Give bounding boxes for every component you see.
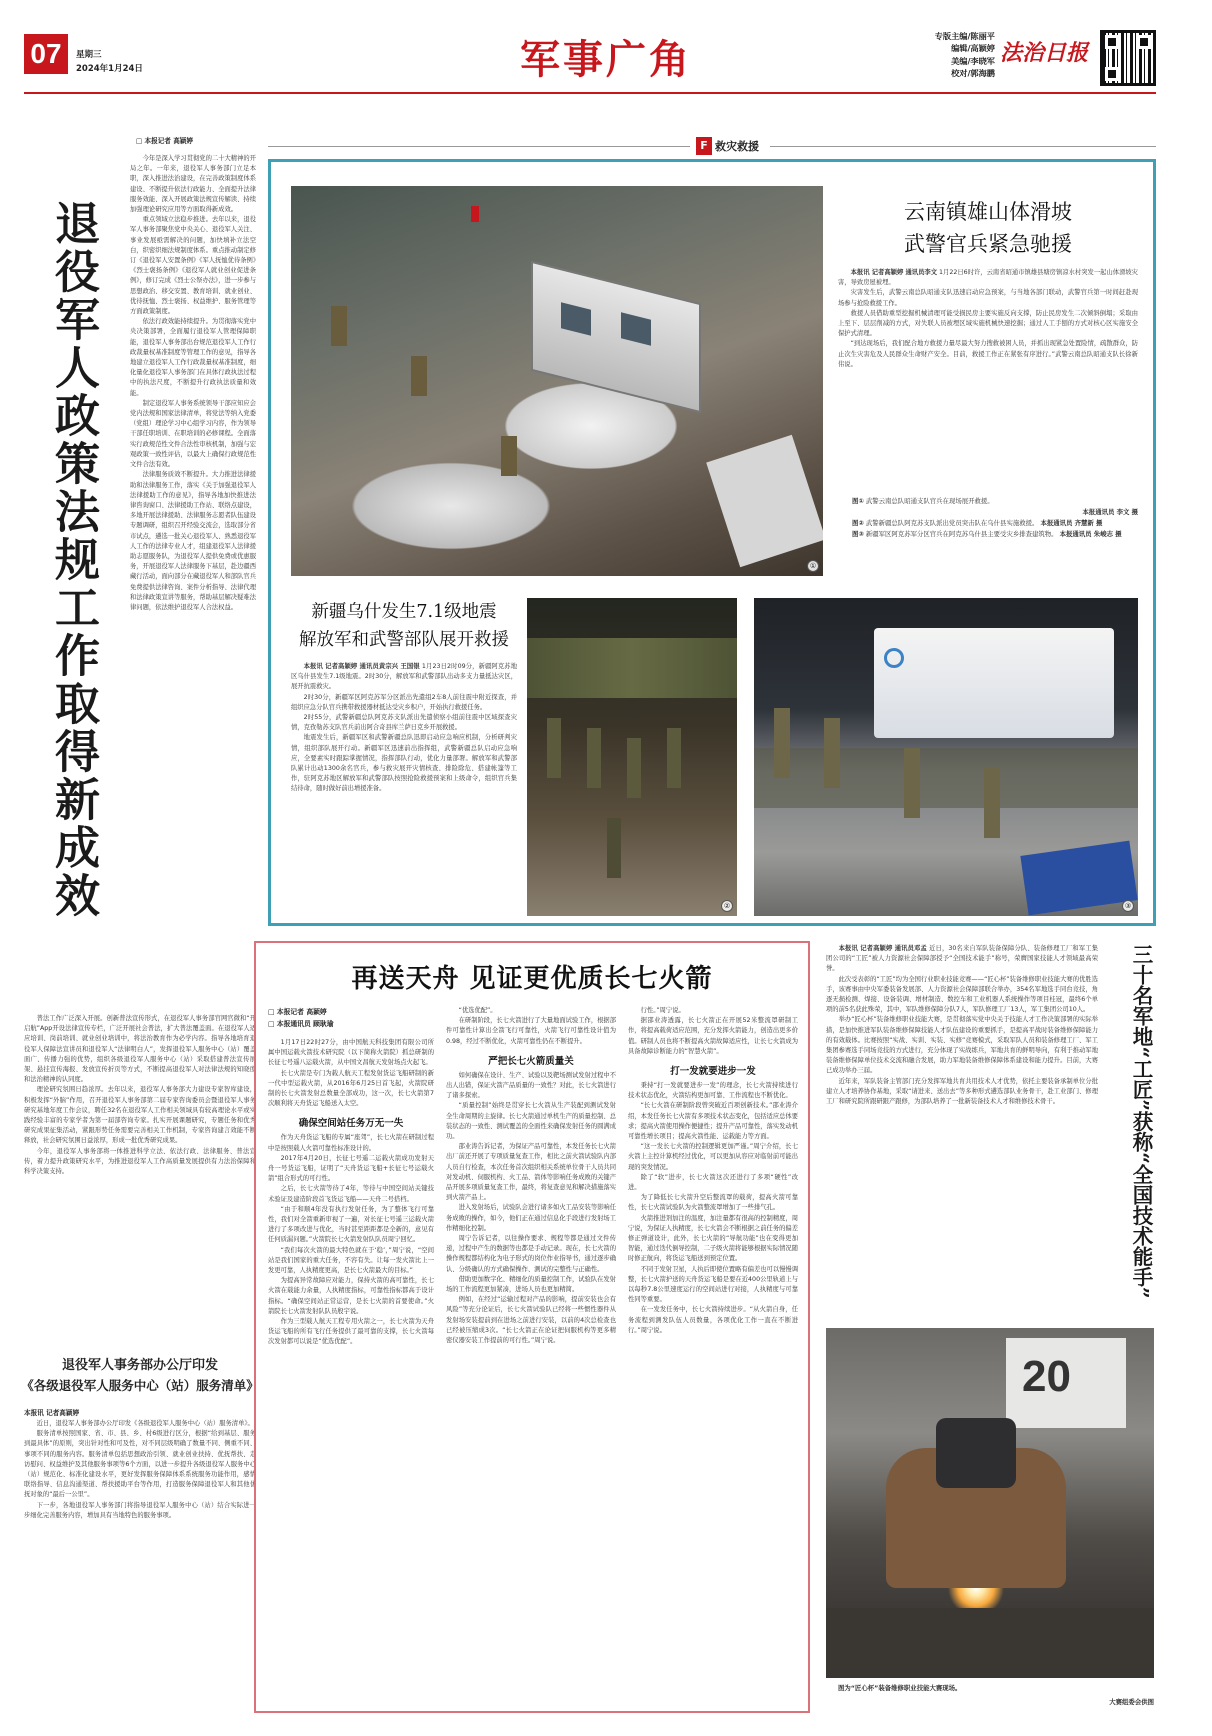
editor-credit: 专版主编/陈丽平 <box>934 31 995 41</box>
rescue-vehicle-photo <box>754 598 1138 916</box>
rocket-subheading-1: 确保空间站任务万无一失 <box>298 1118 404 1130</box>
page-number-box: 07 <box>24 34 68 74</box>
paragraph: 地震发生后，新疆军区和武警新疆总队迅即启动应急响应机制，分析研判灾情，组织部队展开行动。新疆军区迅速前出指挥组，武警新疆总队启动应急响应，全要素实时跟踪掌握情况，指挥部队行动，优化力量部署。解放军和武警部队累计出动1300余名官兵，参与救灾展开灾情核查、排险除危、搭建帐篷等工作，驻阿克苏地区解放军和武警部队按照抢险救援预案和上级命令，组织官兵集结待命，随时做好前出增援准备。 <box>291 734 517 793</box>
paragraph: 今年，退役军人事务部将一体推进科学立法、依法行政、法律服务、普法宣传，着力提升政策研究水平，为推进退役军人工作高质量发展提供有力法治保障和科学决策支持。 <box>24 1147 256 1176</box>
paragraph: 在一发发任务中，长七火箭持续进步。“从火箭自身，任务流程到测发队伍人员数量，各项优化工作一直在不断进行。”周宁说。 <box>628 1306 798 1334</box>
paragraph: 依法行政效能持续提升。为贯彻落实党中央决策部署，全面履行退役军人管理保障职能，退役军人事务部出台规范退役军人工作行政裁量权基准制度等管理工作的意见，指导各地建立退役军人工作行政裁量权基准制度，细化量化退役军人事务部门在具体行政执法过程中的执法尺度，不断提升行政执法质量和效能。 <box>130 318 256 397</box>
xinjiang-byline: 本报讯 记者高颖婷 通讯员黄宗兴 王国银 <box>303 663 420 670</box>
right-article-body <box>826 944 1098 1316</box>
paragraph: 救援人员借助重型挖掘机械清理可能受损民房主要实施反向支撑，防止民房发生二次倾斜倒塌；采取由上至下、层层削减的方式，对失联人员被埋区域实施机械快速挖掘；通过人工手刨的方式对核心区实施安全保护式清理。 <box>838 309 1138 338</box>
welding-photo-caption: 图为“匠心杯”装备维修职业技能大赛现场。 <box>838 1684 962 1692</box>
rocket-byline-2: □ 本报通讯员 顾耿瑜 <box>268 1020 334 1028</box>
section-label: 救灾救援 <box>715 140 759 153</box>
paragraph <box>838 268 1138 288</box>
paragraph <box>826 944 1098 975</box>
paragraph: “优选优配”。 <box>458 1007 497 1014</box>
photo-captions <box>852 496 1138 578</box>
paragraph: “到达现场后，我们配合地方救援力量尽最大努力搜救被困人员，并抓出现紧急处置险情，疏散群众，防止次生灾害危及人民群众生命财产安全。目前，救援工作正在紧张有序进行。”武警云南总队昭通支队长徐新伟说。 <box>838 340 1138 368</box>
paragraph: 灾害发生后，武警云南总队昭通支队迅速启动应急预案，与当地各部门联动，武警官兵第一时间赶赴现场参与抢险救援工作。 <box>838 289 1138 307</box>
paragraph: 1月17日22时27分，由中国航天科技集团有限公司所属中国运载火箭技术研究院（以下简称火箭院）抓总研制的长征七号遥八运载火箭，从中国文昌航天发射场点火起飞。 <box>268 1039 434 1067</box>
paragraph: 长七火箭是专门为载人航天工程发射货运飞船研制的新一代中型运载火箭，从2016年6月25日首飞起，火箭院研制的长七火箭发射总数量全部成功，这一次，长七火箭第7次顺利将天舟货运飞船送入太空。 <box>268 1069 434 1108</box>
paragraph: “这一发长七火箭的控制逻辑更加严谨。”周宁介绍，长七火箭上主控计算机经过优化，可以更加从容应对临射前可能出现的突发情况。 <box>628 1143 798 1171</box>
left-article-body <box>130 154 256 1014</box>
paragraph: 行性。”周宁说。 <box>640 1007 685 1014</box>
paragraph: 例如，在经过“运输过程对产品的影响，提前安装也会有风险”等充分论证后，长七火箭试验队已经将一些惯性器件从发射场安装提前到在进场之前进行安装，以前的4次总检查也已经被压缩成3次。“长七火箭正在论证把伺服机构等更多精密仪器安装工作提前的可行性。”周宁说。 <box>446 1296 616 1345</box>
left-article-byline: □ 本报记者 高颖婷 <box>136 137 193 145</box>
paragraph: 服务清单按照国家、省、市、县、乡、村6级进行区分，根据“给到基层、服务到最具体”的原则，突出针对性和可及性，对不同层级明确了数量不同、侧重不同、事项不同的服务内容。服务清单包括思想政治引领、就业创业扶持、优抚帮扶、走访慰问、权益维护及其他服务事项等6个方面，以进一步提升各级退役军人服务中心（站）规范化、标准化建设水平，更好发挥服务保障体系系统服务功能作用，感情联络指导、信息沟通渠道、帮扶援助平台等作用，打造服务保障退役军人和其他优抚对象的“最后一公里”。 <box>24 1430 256 1499</box>
photo-sign-text: 20 <box>1022 1352 1071 1401</box>
yunnan-title-line2: 武警官兵紧急驰援 <box>904 232 1072 256</box>
section-title: 军事广角 <box>520 36 692 83</box>
paragraph-text: 1月23日2时09分，新疆阿克苏地区乌什县发生7.1级地震。2时30分，解放军和武警部队出动多支力量抵达灾区，展开抗震救灾。 <box>291 663 517 691</box>
welding-photo <box>826 1328 1154 1678</box>
paragraph: 下一步，各地退役军人事务部门将指导退役军人服务中心（站）结合实际进一步细化完善服务内容，增加具有当地特色的服务事项。 <box>24 1501 256 1519</box>
weekday: 星期三 <box>76 50 102 60</box>
paragraph: 秉持“打一发就要进步一发”的理念，长七火箭持续进行技术状态优化，火箭结构更加可靠、工作流程也不断优化。 <box>628 1082 798 1100</box>
photo-credit: 本报通讯员 李文 摄 <box>1082 508 1138 516</box>
yunnan-title-line1: 云南镇雄山体滑坡 <box>904 200 1072 224</box>
rocket-column-3 <box>628 1006 798 1706</box>
qr-code <box>1100 30 1156 86</box>
editor-credits <box>905 30 995 79</box>
paragraph: 法律服务质效不断提升。大力推进法律援助和法律服务工作，落实《关于加强退役军人法律援助工作的意见》，指导各地加快推进法律咨询窗口、法律援助工作站、联络点建设，多地开展法律援助、法律服务志愿者队伍建设专题调研，组织召开经验交流会，选取部分省市试点，遴选一批关心退役军人、熟悉退役军人工作的法律专业人才，组建退役军人法律援助志愿服务队，为退役军人提供免费或优惠服务，开展退役军人法律服务下基层，赴边疆西藏行活动，面向部分在藏退役军人和部队官兵免费提供法律咨询、案件分析指导、法律代理和法律政策宣讲等服务，帮助基层解决疑难法律问题，依法维护退役军人合法权益。 <box>130 471 256 611</box>
rocket-column-1 <box>268 1038 434 1706</box>
photo-caption: 图① 武警云南总队昭通支队官兵在现场展开救援。 <box>852 497 994 505</box>
paragraph: “长七火箭在研制阶段曾突破近百项创新技术。”邵业涛介绍，本发任务长七火箭有多项技术状态变化，包括适应总体要求；提高火箭使用操作便捷性；提升产品可靠性，落实发动机可靠性增长项目；提高火箭性能、运载能力等方面。 <box>628 1102 798 1141</box>
editor-credit: 美编/李晓军 <box>951 55 995 66</box>
right-article-title: 三十名军地“工匠”获称“全国技术能手” <box>1129 944 1153 1299</box>
paragraph: 不同于发射卫星，人执后即使位置略有偏差也可以慢慢调整，长七火箭护送的天舟货运飞船是要在近400公里轨道上与以每秒7.8公里速度运行的空间站进行对接，人执精度与可靠性同等重要。 <box>628 1265 798 1304</box>
paragraph: 为提高异常故障应对能力，保持火箭的高可靠性，长七火箭在载能力余量，人执精度指标，可靠性指标都高于设计指标。“确保空间站正常运营，是长七火箭的首要使命。”火箭院长七火箭发射队队员殷宇说。 <box>268 1277 434 1315</box>
paragraph <box>291 662 517 693</box>
editor-credit: 编辑/高颖婷 <box>951 43 995 54</box>
left-brief-body <box>24 1408 256 1713</box>
paragraph: 周宁告诉记者，以往操作要求、规程等都是通过文件传递，过程中产生的数据等也都是手动记录。现在，长七火箭的操作规程都结构化为电子形式的岗位作业指导书，通过逐步确认、分级确认的方式确保操作、测试的完整性与正确性。 <box>446 1235 616 1273</box>
paragraph: 今年是深入学习贯彻党的二十大精神的开局之年。一年来，退役军人事务部门立足本职，深入推进法治建设，在完善政策制度体系建设、不断提升依法行政能力、全面提升法律服务效能、深入开展政策法规宣传解读、持续加强理论研究应用等方面取得新成效。 <box>130 155 256 214</box>
rocket-subheading-3: 打一发就要进步一发 <box>670 1066 756 1078</box>
rocket-subheading-2: 严把长七火箭质量关 <box>488 1055 574 1067</box>
landslide-photo <box>291 186 823 576</box>
paragraph: 举办“匠心杯”装备维修职业技能大赛，是贯彻落实党中央关于技能人才工作决策部署的实际举措，是加快推进军队装备维修保障技能人才队伍建设的重要抓手，是提高平战时装备维修保障能力的有效载体。比赛按照“实战、实训、实装、实修”竞赛模式，采取军队人员和装备修理工厂、军工集团参赛选手同场竞技的方式进行，充分体现了实战练兵，军地共育的鲜明导向，有利于推动军地装备维修保障单位技术交流和融合发展，助力军地装备维修保障体系建设和能力提升。目前，大赛已成功举办三届。 <box>826 1016 1098 1075</box>
paragraph: 为了降低长七火箭升空后整流罩的载荷，提高火箭可靠性，长七火箭试验队为火箭整流罩增加了一些排气孔。 <box>628 1194 798 1212</box>
paragraph: 火箭推进剂加注的温度，加注量都有很高的控制精度，周宁说，为保证人执精度，长七火箭会不断根据之前任务的偏差修正弹道设计，此外，长七火箭的“导航功能”也在变得更加智能，通过迭代倒导控制，二子级火箭将能够根据实际情况随时修正航向，将货运飞船送到预定位置。 <box>628 1214 798 1263</box>
left-article-title: 退役军人政策法规工作取得新成效 <box>47 200 100 920</box>
rocket-byline-1: □ 本报记者 高颖婷 <box>268 1008 327 1016</box>
paragraph: “由于和顺4年没有执行发射任务，为了整体飞行可靠性，我们对全箭重新审视了一遍，对长征七号遥三运载火箭进行了多项改进与优化，当时甚至距距都是全新的，意见有任何质漏问题。”火箭院长七火箭发射队队员周宁回忆。 <box>268 1205 434 1244</box>
paragraph: 在研制阶段，长七火箭进行了大量地面试验工作，根据部件可靠性计算出全箭飞行可靠性，火箭飞行可靠性设计值为0.98，经过不断优化，火箭可靠性仍在不断提升。 <box>446 1017 616 1045</box>
left-brief-title-line2: 《各级退役军人服务中心（站）服务清单》 <box>21 1378 259 1393</box>
paragraph-text: 1月22日6时许，云南省昭通市镇雄县塘房镇凉水村突发一起山体滑坡灾害，导致房屋被埋。 <box>838 269 1138 287</box>
section-divider-line <box>770 146 1156 147</box>
right-article-byline: 本报讯 记者高颖婷 通讯员邓孟 <box>838 945 927 952</box>
paragraph: “质量控制”始终是贯穿长七火箭从生产装配到测试发射全生命周期的主旋律。长七火箭通过单机生产的质量控制、总装状态的一致性、测试覆盖的全面性来确保发射任务的圆满成功。 <box>446 1102 616 1141</box>
section-divider-line <box>268 146 690 147</box>
paragraph: 借助更加数字化、精细化的质量控制工作，试验队在发射场的工作流程更加紧凑，进场人员也更加精简。 <box>446 1275 616 1294</box>
photo-marker-2: ② <box>721 900 733 912</box>
photo-marker-3: ③ <box>1122 900 1134 912</box>
paragraph-text: 近日，30名来自军队装备保障分队、装备修理工厂和军工集团公司的“工匠”被人力资源社会保障部授予“全国技术能手”称号，荣膺国家技能人才领域最高荣誉。 <box>826 945 1098 973</box>
paragraph: 除了“软”进步，长七火箭这次还进行了多项“硬性”改进。 <box>628 1173 798 1192</box>
paragraph: 2时55分，武警新疆总队阿克苏支队派出先遣侦察小组前往震中区域探查灾情，克孜勒苏支队官兵前出阿合奇县库兰萨日克乡开展救援。 <box>291 714 517 732</box>
editor-credit: 校对/郭海鹏 <box>951 67 995 78</box>
welding-photo-credit: 大赛组委会供图 <box>1109 1698 1154 1706</box>
paragraph: “我们每次火箭的最大特色就在于‘稳’，”周宁说，“空间站是我们国家的重大任务，不容有失。让每一发火箭比上一发更可靠，人执精度更高，是长七火箭最大的目标。” <box>268 1246 434 1275</box>
xinjiang-body <box>291 662 517 914</box>
left-brief-byline: 本报讯 记者高颖婷 <box>24 1409 80 1417</box>
paragraph: 近日，退役军人事务部办公厅印发《各级退役军人服务中心（站）服务清单》。 <box>36 1420 254 1427</box>
paragraph: 如何确保在设计、生产、试验以及靶场测试发射过程中不出人出错，保证火箭产品质量的一致性？对此，长七火箭进行了诸多探索。 <box>446 1071 616 1100</box>
paragraph: 制定退役军人事务系统领导干部应知应会党内法规和国家法律清单，将党法等纳入党委（党组）理论学习中心组学习内容，作为领导干部任职培训、在职培训的必修课程。全面落实行政规范性文件合法性审核机制，加强与宏观政策一致性评估，以最大上确保行政规范性文件合法有效。 <box>130 399 256 469</box>
paragraph: 进入发射场后，试验队会进行诸多如火工品安装等影响任务成败的操作，如今，他们正在通过信息化手段进行发射场工作精细化控制。 <box>446 1204 616 1232</box>
photo-caption: 图③ 新疆军区阿克苏军分区官兵在阿克苏乌什县主要受灾乡排查建筑物。 本报通讯员 朱峻志 摄 <box>852 530 1122 538</box>
paragraph: 2017年4月20日，长征七号遥二运载火箭成功发射天舟一号货运飞船，证明了“天舟货运飞船+长征七号运载火箭”组合形式的可行性。 <box>268 1154 434 1183</box>
yunnan-body <box>838 268 1138 490</box>
paragraph: 重点领域立法稳步推进。去年以来，退役军人事务部聚焦党中央关心、退役军人关注、事业发展亟需解决的问题，加快填补立法空白，织密织细法规制度体系。重点推动制定修订《退役军人安置条例》《军人抚恤优待条例》《烈士褒扬条例》《退役军人就业创业促进条例》，修订完成《烈士公祭办法》，进一步参与思想政治、移交安置、教育培训、就业创业、优待抚恤、烈士褒扬、权益维护、服务管理等方面政策制度。 <box>130 216 256 316</box>
header-rule <box>24 92 1156 94</box>
paragraph: 理论研究氛围日趋浓厚。去年以来，退役军人事务部大力建设专家智库建设，积极发挥“外脑”作用，召开退役军人事务部第二届专家咨询委员会暨退役军人事务研究基地年度工作会议，聘任32名在退役军人工作相关领域具有较高理论水平或实践经验丰富的专家学者为第一届部咨询专家。扎实开展课题研究，专题任务和优秀研究成果征集活动，紧跟形势任务需要完善相关工作机制，专家咨询建言效能不断释放，社会研究氛围日益浓厚，形成一批优秀研究成果。 <box>24 1086 256 1145</box>
yunnan-byline: 本报讯 记者高颖婷 通讯员李文 <box>850 269 937 276</box>
paragraph: 2时30分，新疆军区阿克苏军分区派出先遣组2车8人前往震中附近探查，并组织应急分队官兵携带救援器材抵达受灾乡积户，开始执行救援任务。 <box>291 693 517 711</box>
convoy-photo <box>527 598 737 916</box>
left-article-body-wide <box>24 1014 256 1344</box>
paragraph: 此次受表彰的“工匠”均为全国行业职业技能竞赛——“匠心杯”装备维修职业技能大赛的优胜选手，该赛事由中央军委装备发展部、人力资源社会保障部联合举办，354名军地选手同台竞技，角逐无损检测、焊接、设备装调、增材制造、数控车和工业机器人系统操作等项目桂冠，最终6个单项的前5名获此殊荣，其中，军队维修保障分队7人，军队修理工厂13人，军工集团公司10人。 <box>826 975 1098 1014</box>
paragraph: 作为三型载人航天工程专用火箭之一，长七火箭为天舟货运飞船的所有飞行任务提供了最可靠的支撑，长七火箭每次发射都可以说是“优选优配”。 <box>268 1318 434 1346</box>
paper-logo: 法治日报 <box>1000 40 1089 66</box>
photo-caption: 图② 武警新疆总队阿克苏支队派出党员突击队在乌什县实施救援。 本报通讯员 齐慧新 摄 <box>852 519 1103 527</box>
paragraph: 之后，长七火箭等待了4年，等待与中国空间站关键技术验证及建造阶段首飞货运飞船——天舟二号搭档。 <box>268 1185 434 1203</box>
rocket-title: 再送天舟 见证更优质长七火箭 <box>351 964 713 994</box>
paragraph: 邵业涛告诉记者，为保证产品可靠性，本发任务长七火箭出厂前还开展了专项质量复查工作，相比之前火箭试验队内部人员自行检查，本次任务首次组织相关系统单位骨干人员共同对发动机、伺服机构、火工品、箭体等影响任务成败的关键产品开展多项质量复查工作，最终，将复查意见和解决措施落实到火箭产品上。 <box>446 1143 616 1202</box>
paragraph: 近年来，军队装备主管部门充分发挥军地共育共用技术人才优势，依托主要装备承制单位分批建立人才培养协作基地，采取“请进来、送出去”等多种形式遴选部队业务骨干，赴工业部门、修理工厂和研究院所跟研跟产跟修，为部队培养了一批新装备技术人才和维修技术骨干。 <box>826 1077 1098 1106</box>
paragraph: 据邵业涛透露，长七火箭正在开展52米整流罩研制工作，将提高载荷适应范围，充分发挥火箭能力，创造出更多价值。研制人员也将不断提高火箭故障适应性，让长七火箭成为具备故障诊断能力的“智慧火箭”。 <box>628 1017 798 1055</box>
xinjiang-title-line1: 新疆乌什发生7.1级地震 <box>311 602 497 622</box>
issue-date: 2024年1月24日 <box>76 64 143 74</box>
rocket-column-2 <box>446 1006 616 1706</box>
paragraph: 作为天舟货运飞船的专属“座驾”，长七火箭在研制过程中是按照载人火箭可靠性标准设计的。 <box>268 1134 434 1152</box>
xinjiang-title-line2: 解放军和武警部队展开救援 <box>299 630 509 650</box>
left-brief-title-line1: 退役军人事务部办公厅印发 <box>61 1358 218 1373</box>
section-label-badge: F <box>696 137 712 155</box>
photo-marker-1: ① <box>807 560 819 572</box>
paragraph: 普法工作广泛深入开展。创新普法宣传形式，在退役军人事务部官网官微和“开启航”App开设法律宣传专栏，广泛开展社会普法，扩大普法覆盖面。在退役军人适应培训、岗前培训、就业创业培训中，将法治教育作为必学内容。指导各地培育退役军人保障法宣讲员和退役军人“法律明白人”，发挥退役军人服务中心（站）覆盖面广、传播力强的优势，组织各级退役军人服务中心（站）采取搭建普法宣传展架、悬挂宣传海报、发放宣传折页等方式，不断提高退役军人对法律法规的知晓度和法治精神的认同度。 <box>24 1015 256 1084</box>
